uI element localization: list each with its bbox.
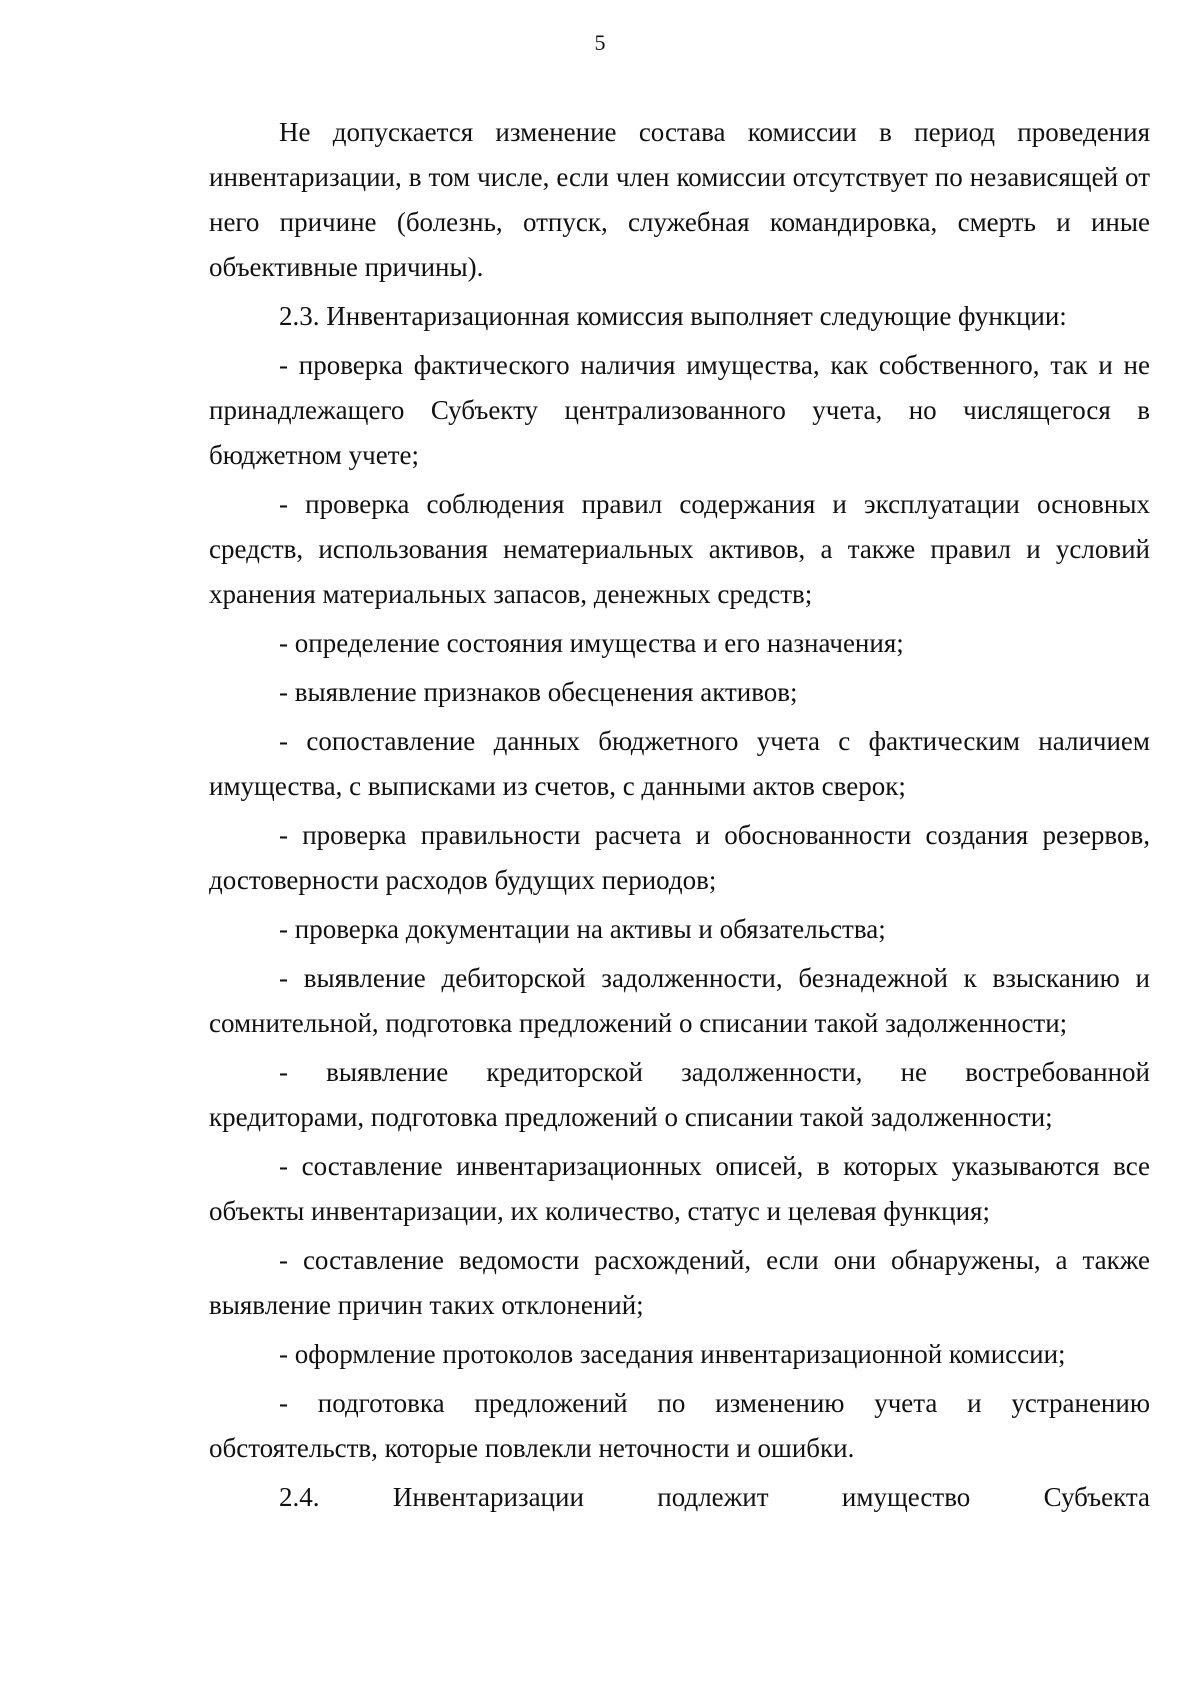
list-item-fact-check: - проверка фактического наличия имущества, как собственного, так и не принадлежащего Субъекту централизованного учета, но числящегося в бюджетном учете; bbox=[209, 350, 1150, 470]
list-item-receivables: - выявление дебиторской задолженности, безнадежной к взысканию и сомнительной, подготовка предложений о списании такой задолженности; bbox=[209, 963, 1150, 1038]
list-item-impairment: - выявление признаков обесценения активов; bbox=[279, 677, 798, 707]
list-item-inventory-lists: - составление инвентаризационных описей, в которых указываются все объекты инвентаризации, их количество, статус и целевая функция; bbox=[209, 1151, 1150, 1226]
list-item-payables: - выявление кредиторской задолженности, не востребованной кредиторами, подготовка предложений о списании такой задолженности; bbox=[209, 1057, 1150, 1132]
list-item-rules-check: - проверка соблюдения правил содержания и эксплуатации основных средств, использования нематериальных активов, а также правил и условий хранения материальных запасов, денежных средств; bbox=[209, 489, 1150, 609]
paragraph-commission-change: Не допускается изменение состава комиссии в период проведения инвентаризации, в том числе, если член комиссии отсутствует по независящей от него причине (болезнь, отпуск, служебная командировка, смерть и иные объективные причины). bbox=[209, 117, 1150, 282]
list-item-protocols: - оформление протоколов заседания инвентаризационной комиссии; bbox=[279, 1339, 1066, 1369]
page-number: 5 bbox=[594, 30, 606, 55]
list-item-documentation: - проверка документации на активы и обязательства; bbox=[279, 914, 886, 944]
list-item-comparison: - сопоставление данных бюджетного учета с фактическим наличием имущества, с выписками из счетов, с данными актов сверок; bbox=[209, 726, 1150, 801]
paragraph-2-4: 2.4. Инвентаризации подлежит имущество Субъекта bbox=[279, 1482, 1150, 1512]
list-item-proposals: - подготовка предложений по изменению учета и устранению обстоятельств, которые повлекли неточности и ошибки. bbox=[209, 1388, 1150, 1463]
paragraph-2-3-heading: 2.3. Инвентаризационная комиссия выполняет следующие функции: bbox=[279, 301, 1067, 331]
list-item-state-definition: - определение состояния имущества и его назначения; bbox=[279, 628, 904, 658]
list-item-discrepancies: - составление ведомости расхождений, если они обнаружены, а также выявление причин таких отклонений; bbox=[209, 1245, 1150, 1320]
list-item-reserves: - проверка правильности расчета и обоснованности создания резервов, достоверности расходов будущих периодов; bbox=[209, 820, 1150, 895]
document-body bbox=[209, 110, 1150, 1520]
